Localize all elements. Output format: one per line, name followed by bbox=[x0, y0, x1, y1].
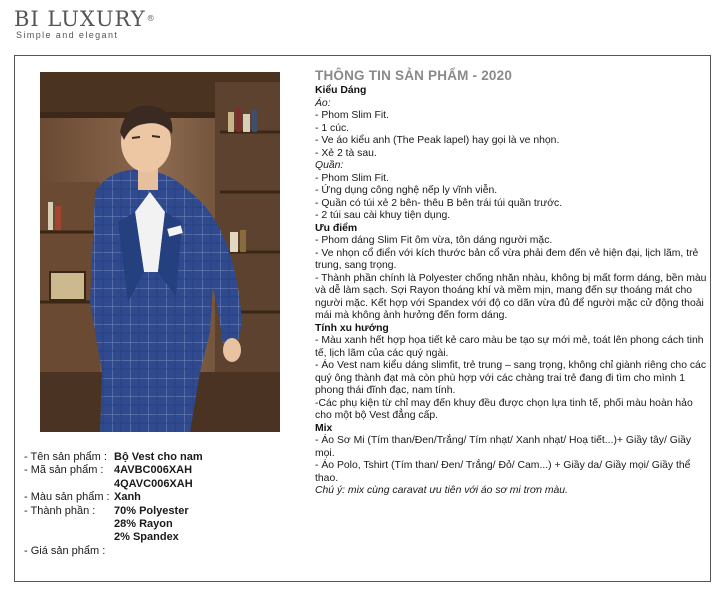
spec-row-color bbox=[24, 491, 294, 504]
info-line: - 1 cúc. bbox=[315, 122, 350, 134]
brand-name: BI LUXURY® bbox=[14, 7, 156, 31]
info-line: - Áo Vest nam kiểu dáng slimfit, trẻ trung – sang trọng, không chỉ giành riêng cho các quý ông thành đạt mà còn phù hợp với các chàng trai trẻ đang đi tìm cho mình 1 phong thái đĩnh đạc, nam tính. bbox=[315, 360, 707, 396]
product-code-value: 4QAVC006XAH bbox=[114, 477, 193, 490]
spec-label: - Mã sản phẩm : bbox=[24, 464, 104, 477]
spec-label: - Thành phần : bbox=[24, 504, 96, 517]
brand-tagline: Simple and elegant bbox=[16, 30, 119, 40]
info-line: - Áo Sơ Mi (Tím than/Đen/Trắng/ Tím nhạt/ Xanh nhạt/ Hoạ tiết...)+ Giầy tây/ Giầy mọi. bbox=[315, 435, 692, 459]
product-photo bbox=[40, 72, 280, 432]
section-heading: Tính xu hướng bbox=[315, 322, 389, 334]
note-text: Chú ý: mix cùng caravat ưu tiên với áo sơ mi trơn màu. bbox=[315, 485, 568, 496]
info-lines bbox=[315, 85, 707, 498]
info-line: - Ứng dụng công nghệ nếp ly vĩnh viễn. bbox=[315, 185, 498, 196]
spec-label: - Màu sản phẩm : bbox=[24, 491, 110, 504]
section-heading: Ưu điểm bbox=[315, 222, 358, 234]
info-line: - 2 túi sau cài khuy tiện dụng. bbox=[315, 210, 451, 221]
brand-logo bbox=[14, 6, 156, 40]
product-info bbox=[315, 67, 707, 498]
spec-value bbox=[114, 491, 141, 504]
composition-value: 28% Rayon bbox=[114, 518, 173, 531]
info-line: - Áo Polo, Tshirt (Tím than/ Đen/ Trắng/ Đỏ/ Cam...) + Giầy da/ Giầy mọi/ Giầy thể thao. bbox=[315, 460, 691, 484]
info-line: - Phom Slim Fit. bbox=[315, 172, 389, 184]
spec-label: - Giá sản phẩm : bbox=[24, 544, 106, 557]
product-code-value: 4AVBC006XAH bbox=[114, 464, 193, 477]
info-line: - Ve áo kiểu anh (The Peak lapel) hay gọi là ve nhọn. bbox=[315, 135, 560, 146]
product-specs bbox=[24, 451, 294, 558]
info-line: - Ve nhọn cổ điển với kích thước bản cổ vừa phải đem đến vẻ hiện đại, lịch lãm, trẻ trung, sang trọng. bbox=[315, 247, 699, 271]
subsection-label: Áo: bbox=[315, 97, 331, 109]
info-line: - Phom Slim Fit. bbox=[315, 110, 389, 121]
product-color-value: Xanh bbox=[114, 491, 141, 504]
spec-row-name bbox=[24, 451, 294, 464]
product-name-value: Bộ Vest cho nam bbox=[114, 451, 203, 463]
composition-value: 70% Polyester bbox=[114, 504, 189, 517]
info-title: THÔNG TIN SẢN PHẨM - 2020 bbox=[315, 68, 513, 83]
spec-value bbox=[114, 451, 203, 464]
composition-value: 2% Spandex bbox=[114, 531, 179, 544]
info-line: - Phom dáng Slim Fit ôm vừa, tôn dáng người mặc. bbox=[315, 235, 553, 246]
spec-value bbox=[114, 464, 193, 491]
info-line: -Các phụ kiện từ chỉ may đến khuy đều được chọn lựa tinh tế, phối màu hoàn hảo cho một bộ Vest đẳng cấp. bbox=[315, 397, 693, 421]
info-line: - Thành phần chính là Polyester chống nhăn nhàu, không bị mất form dáng, bền màu và dễ làm sạch. Sợi Rayon thoáng khí và mềm mịn, mang đến sự thoáng mát cho người mặc. Kết hợp với Spandex với độ co dãn vừa đủ để người mặc cử động thoải mái mà không ảnh hưởng đến form dáng. bbox=[315, 272, 707, 321]
registered-mark: ® bbox=[146, 14, 156, 23]
spec-row-price bbox=[24, 545, 294, 558]
section-heading: Mix bbox=[315, 422, 333, 434]
info-line: - Quần có túi xẻ 2 bên- thêu B bên trái túi quần trước. bbox=[315, 197, 563, 209]
info-line: - Xẻ 2 tà sau. bbox=[315, 147, 377, 159]
spec-row-code bbox=[24, 464, 294, 491]
subsection-label: Quần: bbox=[315, 160, 344, 171]
model-in-suit-image bbox=[40, 72, 280, 432]
section-heading: Kiểu Dáng bbox=[315, 85, 367, 96]
spec-value bbox=[114, 505, 189, 545]
info-line: - Màu xanh hết hợp họa tiết kẻ caro màu be tạo sự mới mẻ, toát lên phong cách tinh tế, lịch lãm của các quý ngài. bbox=[315, 335, 704, 359]
spec-label: - Tên sản phẩm : bbox=[24, 451, 107, 463]
spec-row-composition bbox=[24, 505, 294, 545]
